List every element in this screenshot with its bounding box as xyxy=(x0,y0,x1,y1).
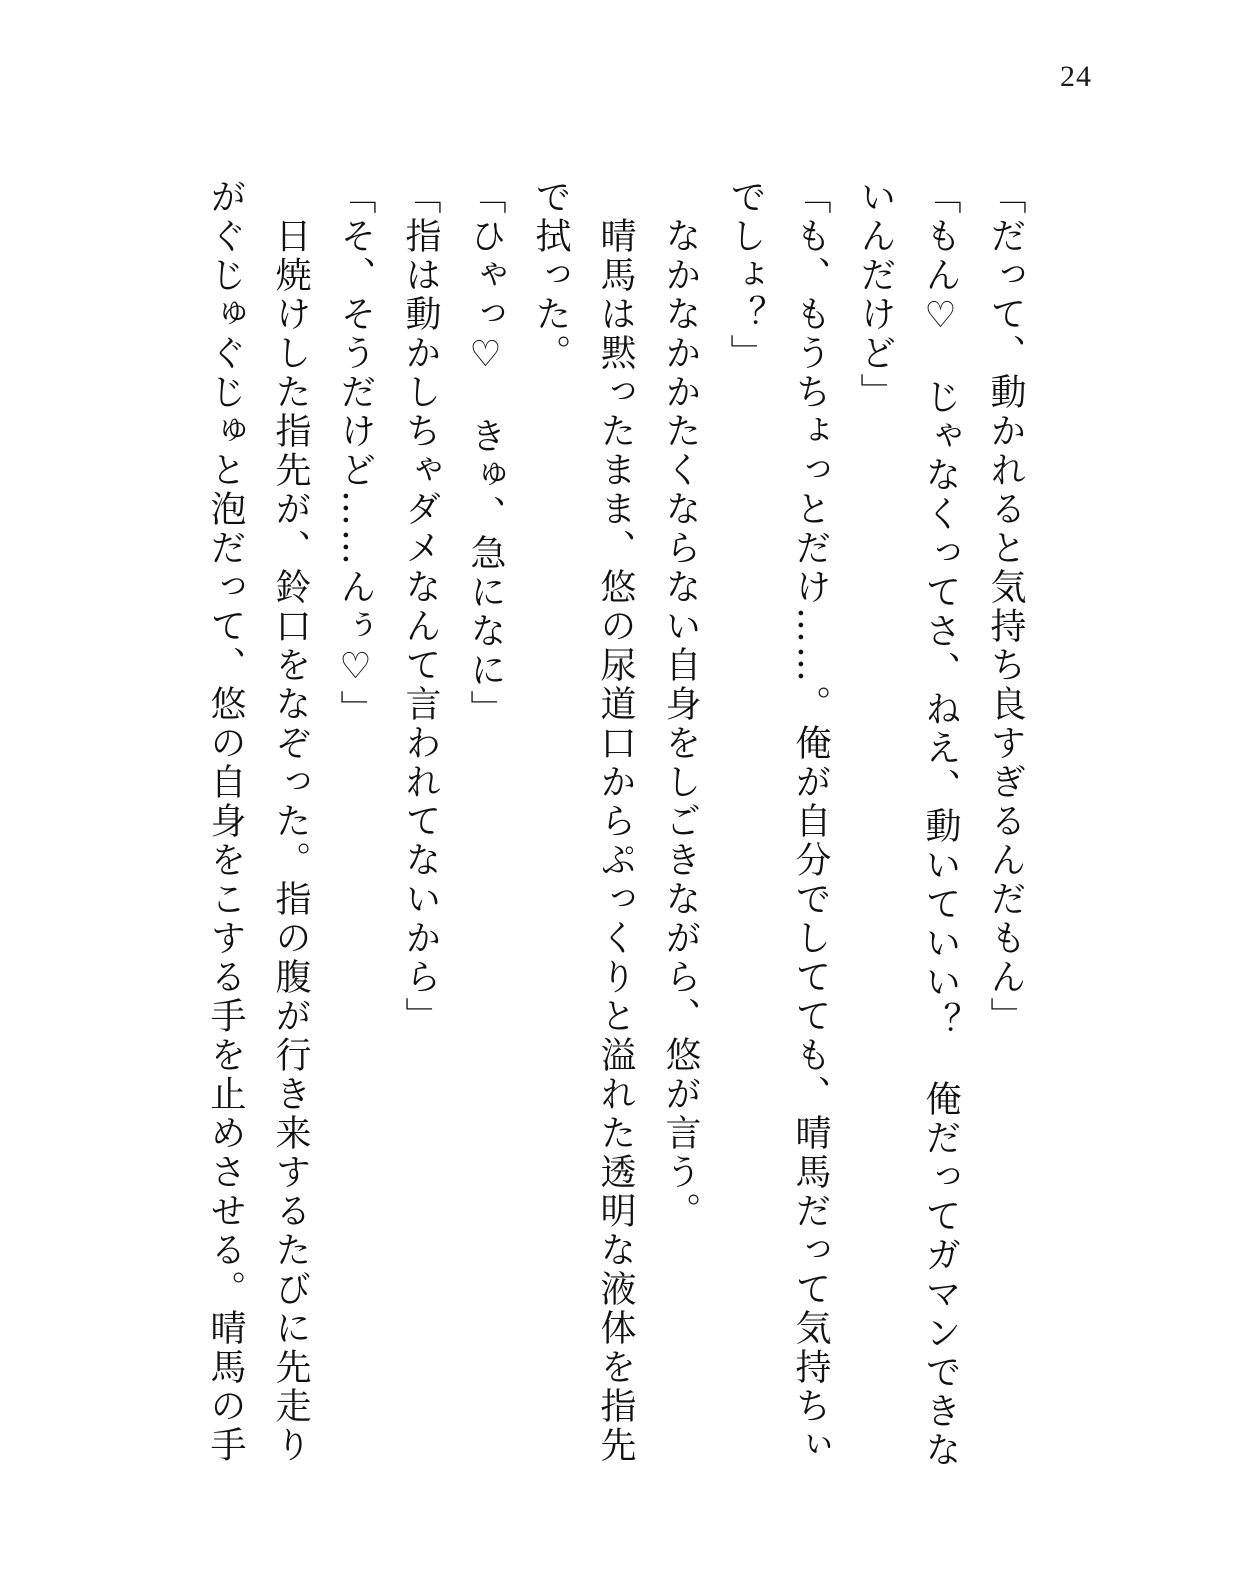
text-line: 「指は動かしちゃダメなんて言われてないから」 xyxy=(400,178,441,1036)
text-line: いんだけど」 xyxy=(855,178,896,412)
text-line: で拭った。 xyxy=(530,178,571,373)
text-line: 「だって、動かれると気持ち良すぎるんだもん」 xyxy=(985,178,1026,1036)
page-number: 24 xyxy=(1060,60,1092,93)
vertical-text-body xyxy=(193,178,1038,1470)
text-line: 「も、もうちょっとだけ……。俺が自分でしてても、晴馬だって気持ちぃ xyxy=(790,178,831,1465)
text-line: 「もん♡ じゃなくってさ、ねえ、動いていい？ 俺だってガマンできな xyxy=(920,178,961,1470)
text-line: なかなかかたくならない自身をしごきながら、悠が言う。 xyxy=(660,178,701,1231)
text-line: 「そ、そうだけど……んぅ♡」 xyxy=(335,178,376,729)
text-line: 日焼けした指先が、鈴口をなぞった。指の腹が行き来するたびに先走り xyxy=(270,178,311,1465)
text-line: がぐじゅぐじゅと泡だって、悠の自身をこする手を止めさせる。晴馬の手 xyxy=(205,178,246,1465)
text-line: 「ひゃっ♡ きゅ、急になに」 xyxy=(465,178,506,729)
text-line: 晴馬は黙ったまま、悠の尿道口からぷっくりと溢れた透明な液体を指先 xyxy=(595,178,636,1465)
text-line: でしょ？」 xyxy=(725,178,766,373)
